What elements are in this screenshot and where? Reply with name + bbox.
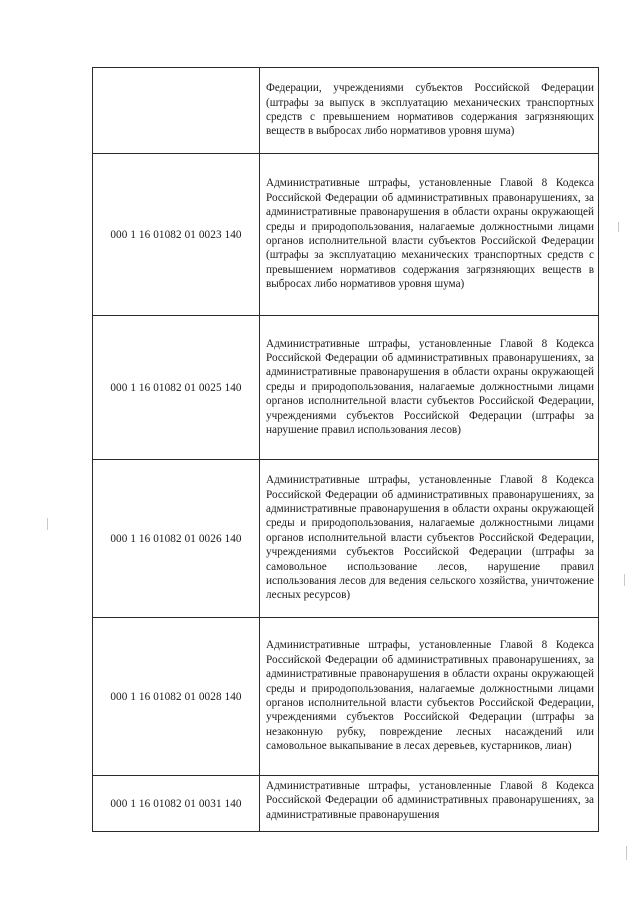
scan-margin-mark [618, 222, 619, 232]
income-codes-table [92, 67, 599, 832]
code-cell: 000 1 16 01082 01 0026 140 [93, 460, 260, 618]
table-row [93, 618, 599, 776]
code-cell: 000 1 16 01082 01 0025 140 [93, 316, 260, 460]
code-cell: 000 1 16 01082 01 0028 140 [93, 618, 260, 776]
description-cell: Административные штрафы, установленные Главой 8 Кодекса Российской Федерации об административных правонарушениях, за административные правонарушения в области охраны окружающей среды и природопользования, налагаемые должностными лицами органов исполнительной власти субъектов Российской Федерации, учреждениями субъектов Российской Федерации (штрафы за нарушение правил использования лесов) [260, 316, 599, 460]
description-cell: Административные штрафы, установленные Главой 8 Кодекса Российской Федерации об административных правонарушениях, за административные правонарушения в области охраны окружающей среды и природопользования, налагаемые должностными лицами органов исполнительной власти субъектов Российской Федерации (штрафы за эксплуатацию механических транспортных средств с превышением нормативов содержания загрязняющих веществ в выбросах либо нормативов уровня шума) [260, 154, 599, 316]
table-row [93, 776, 599, 832]
description-cell: Административные штрафы, установленные Главой 8 Кодекса Российской Федерации об административных правонарушениях, за административные правонарушения в области охраны окружающей среды и природопользования, налагаемые должностными лицами органов исполнительной власти субъектов Российской Федерации, учреждениями субъектов Российской Федерации (штрафы за самовольное использование лесов, нарушение правил использования лесов для ведения сельского хозяйства, уничтожение лесных ресурсов) [260, 460, 599, 618]
table-row [93, 68, 599, 154]
description-cell: Административные штрафы, установленные Главой 8 Кодекса Российской Федерации об административных правонарушениях, за административные правонарушения в области охраны окружающей среды и природопользования, налагаемые должностными лицами органов исполнительной власти субъектов Российской Федерации, учреждениями субъектов Российской Федерации (штрафы за незаконную рубку, повреждение лесных насаждений или самовольное выкапывание в лесах деревьев, кустарников, лиан) [260, 618, 599, 776]
table-row [93, 154, 599, 316]
table-row [93, 460, 599, 618]
code-cell [93, 68, 260, 154]
scan-margin-mark [624, 574, 625, 586]
table-row [93, 316, 599, 460]
scan-margin-mark [626, 846, 627, 860]
description-cell: Административные штрафы, установленные Главой 8 Кодекса Российской Федерации об административных правонарушениях, за административные правонарушения [260, 776, 599, 832]
code-cell: 000 1 16 01082 01 0031 140 [93, 776, 260, 832]
code-cell: 000 1 16 01082 01 0023 140 [93, 154, 260, 316]
description-cell: Федерации, учреждениями субъектов Российской Федерации (штрафы за выпуск в эксплуатацию механических транспортных средств с превышением нормативов содержания загрязняющих веществ в выбросах либо нормативов уровня шума) [260, 68, 599, 154]
scan-margin-mark [47, 518, 48, 530]
